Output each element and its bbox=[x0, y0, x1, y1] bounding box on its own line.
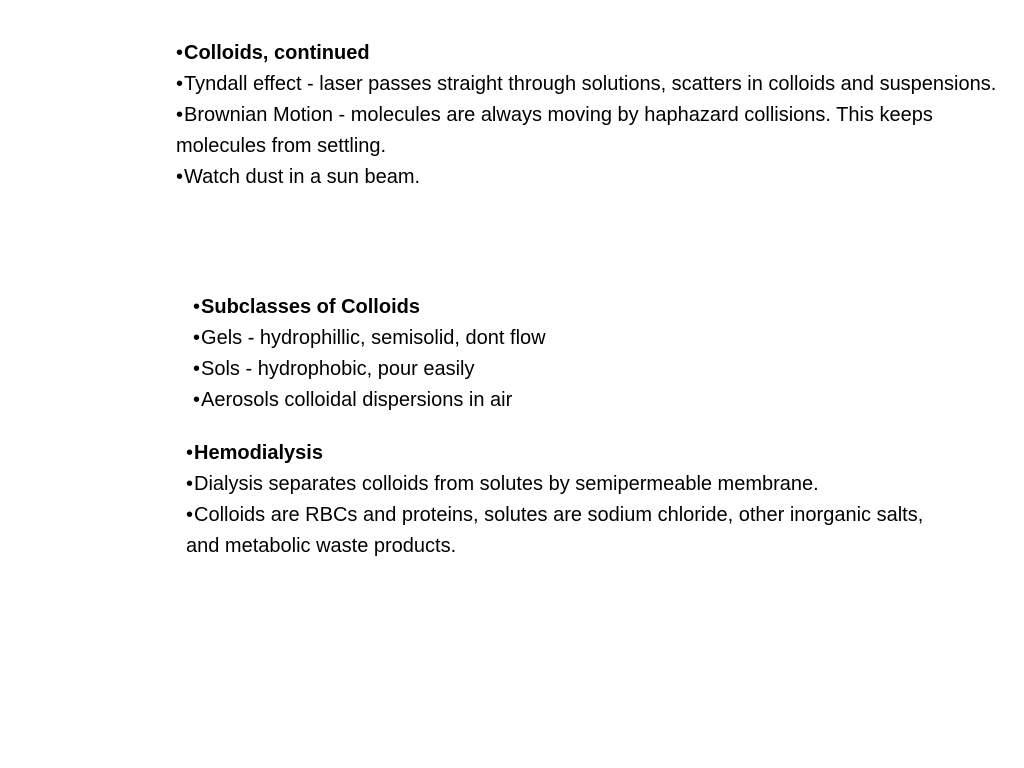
bullet-item-text: Sols - hydrophobic, pour easily bbox=[201, 358, 475, 380]
section-subclasses-of-colloids bbox=[193, 292, 793, 416]
bullet-icon: • bbox=[186, 504, 194, 526]
bullet-item bbox=[193, 354, 793, 385]
bullet-item-text: Colloids are RBCs and proteins, solutes are sodium chloride, other inorganic salts, and metabolic waste products. bbox=[186, 504, 924, 557]
bullet-item-text: Watch dust in a sun beam. bbox=[184, 166, 421, 188]
section-heading: Hemodialysis bbox=[194, 442, 323, 464]
bullet-icon: • bbox=[186, 442, 194, 464]
section-colloids-continued bbox=[176, 38, 1006, 193]
bullet-icon: • bbox=[193, 389, 201, 411]
bullet-icon: • bbox=[193, 327, 201, 349]
bullet-icon: • bbox=[176, 73, 184, 95]
bullet-item-text: Tyndall effect - laser passes straight through solutions, scatters in colloids and suspensions. bbox=[184, 73, 997, 95]
bullet-icon: • bbox=[176, 166, 184, 188]
bullet-item bbox=[186, 469, 946, 500]
bullet-icon: • bbox=[193, 358, 201, 380]
bullet-icon: • bbox=[186, 473, 194, 495]
bullet-item-text: Gels - hydrophillic, semisolid, dont flow bbox=[201, 327, 546, 349]
section-hemodialysis bbox=[186, 438, 946, 562]
bullet-item bbox=[176, 69, 1006, 100]
bullet-icon: • bbox=[176, 42, 184, 64]
bullet-item bbox=[176, 100, 1006, 162]
section-heading: Colloids, continued bbox=[184, 42, 370, 64]
bullet-icon: • bbox=[176, 104, 184, 126]
section-heading-row bbox=[186, 438, 946, 469]
section-heading-row bbox=[193, 292, 793, 323]
bullet-item bbox=[186, 500, 946, 562]
bullet-item-text: Brownian Motion - molecules are always moving by haphazard collisions. This keeps molecules from settling. bbox=[176, 104, 933, 157]
bullet-item-text: Dialysis separates colloids from solutes by semipermeable membrane. bbox=[194, 473, 819, 495]
section-heading: Subclasses of Colloids bbox=[201, 296, 420, 318]
bullet-icon: • bbox=[193, 296, 201, 318]
bullet-item-text: Aerosols colloidal dispersions in air bbox=[201, 389, 513, 411]
bullet-item bbox=[193, 323, 793, 354]
bullet-item bbox=[193, 385, 793, 416]
section-heading-row bbox=[176, 38, 1006, 69]
bullet-item bbox=[176, 162, 1006, 193]
